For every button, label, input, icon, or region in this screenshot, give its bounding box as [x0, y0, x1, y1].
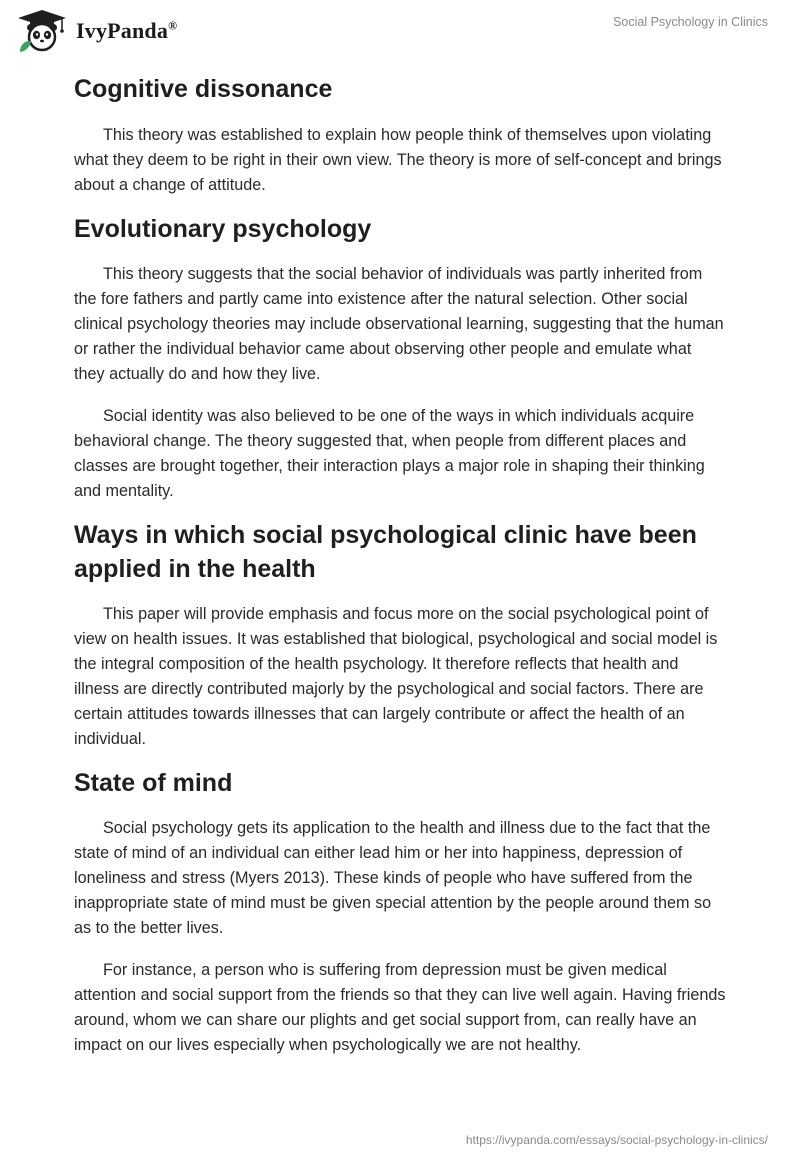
- section-heading-evolutionary-psychology: Evolutionary psychology: [74, 215, 372, 243]
- paragraph: Social psychology gets its application to the health and illness due to the fact that the state of mind of an individual can either lead him or her into happiness, depression of loneliness and stress (Myers 2013). These kinds of people who have suffered from the inappropriate state of mind must be given special attention by the people around them so as to the better lives.: [74, 819, 712, 937]
- section-heading-cognitive-dissonance: Cognitive dissonance: [74, 75, 333, 103]
- document-title: Social Psychology in Clinics: [613, 15, 768, 29]
- paragraph: For instance, a person who is suffering from depression must be given medical attention and social support from the friends so that they can live well again. Having friends around, whom we can share our plights and get social support from, can really have an impact on our lives especially when psychologically we are not healthy.: [74, 961, 726, 1054]
- source-url[interactable]: https://ivypanda.com/essays/social-psychology-in-clinics/: [465, 1133, 768, 1147]
- section-heading-applied-in-health: Ways in which social psychological clinic have been applied in the health: [74, 521, 697, 583]
- paragraph: This paper will provide emphasis and focus more on the social psychological point of view on health issues. It was established that biological, psychological and social model is the integral composition of the health psychology. It therefore reflects that health and illness are directly contributed majorly by the psychological and social factors. There are certain attitudes towards illnesses that can largely contribute or affect the health of an individual.: [74, 605, 718, 748]
- paragraph: This theory suggests that the social behavior of individuals was partly inherited from the fore fathers and partly came into existence after the natural selection. Other social clinical psychology theories may include observational learning, suggesting that the human or rather the individual behavior came about observing other people and emulate what they actually do and how they live.: [74, 265, 724, 383]
- paragraph: This theory was established to explain how people think of themselves upon violating what they deem to be right in their own view. The theory is more of self-concept and brings about a change of attitude.: [74, 126, 722, 194]
- brand-name: IvyPanda®: [76, 18, 178, 43]
- brand-logo[interactable]: [14, 8, 177, 54]
- panda-graduate-icon: [14, 8, 70, 54]
- article-body: [74, 68, 726, 1058]
- page-header: [0, 0, 800, 70]
- section-heading-state-of-mind: State of mind: [74, 769, 233, 797]
- paragraph: Social identity was also believed to be one of the ways in which individuals acquire behavioral change. The theory suggested that, when people from different places and classes are brought together, their interaction plays a major role in shaping their thinking and mentality.: [74, 407, 705, 500]
